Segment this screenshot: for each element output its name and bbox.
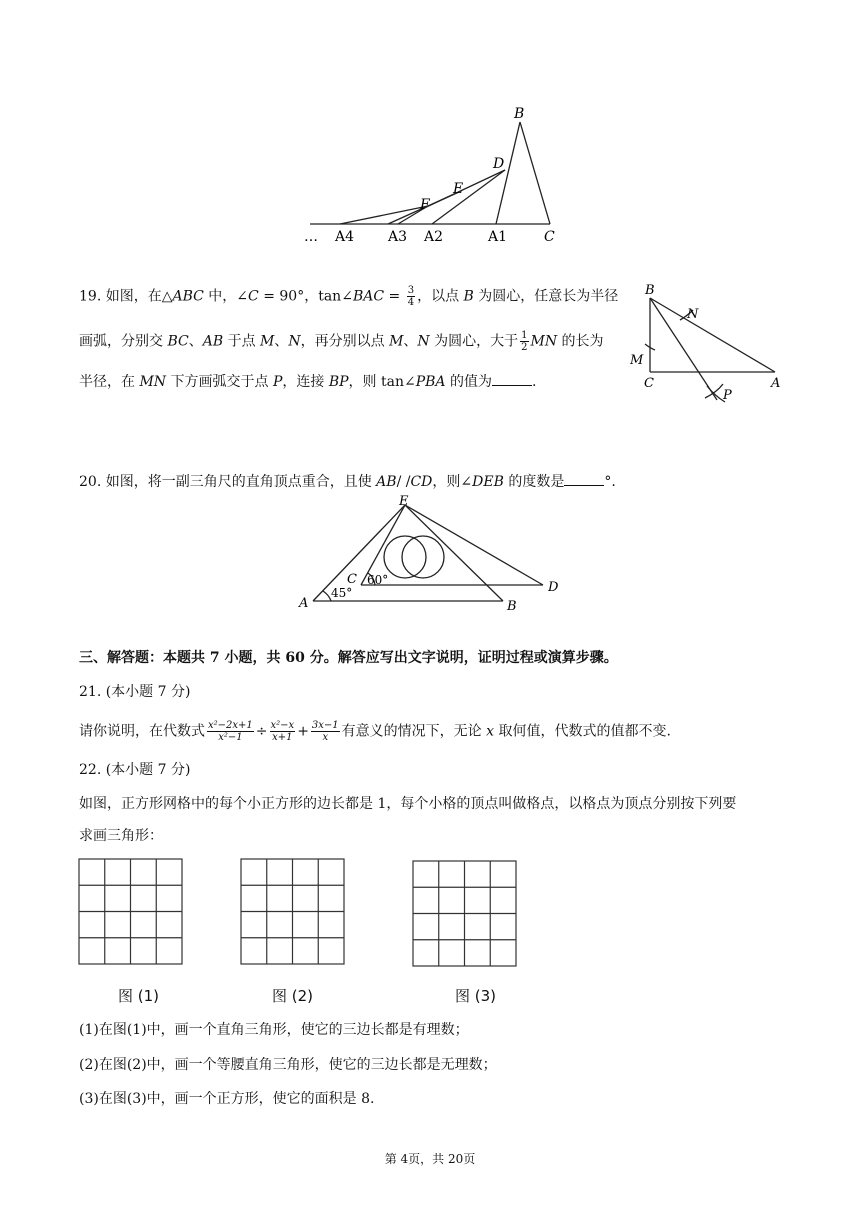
fraction-1-2: $\frac{1}{2}$: [521, 330, 528, 353]
label-M: M: [630, 353, 644, 368]
q22-item-2: (2)在图(2)中，画一个等腰直角三角形，使它的三边长都是无理数；: [79, 1057, 497, 1073]
label-A: A: [771, 376, 781, 391]
q19-line3: 半径，在 MN 下方画弧交于点 P，连接 BP，则 tan∠PBA 的值为 .: [79, 371, 536, 392]
q20-line: 20. 如图，将一副三角尺的直角顶点重合，且使 AB/ /CD，则∠DEB 的度数是 °.: [79, 471, 616, 492]
label-A2: A2: [424, 229, 444, 245]
q19-line1: 19. 如图，在△ABC 中，∠C = 90°，tan∠BAC = $\frac{3}{4}$ ，以点 B 为圆心，任意长为半径: [79, 285, 619, 308]
label-C: C: [644, 376, 654, 391]
label-P: P: [723, 388, 732, 403]
label-B: B: [507, 599, 517, 614]
fraction-3: $\frac{3x-1}{x}$: [311, 720, 339, 743]
label-A3: A3: [388, 229, 408, 245]
label-D: D: [493, 156, 505, 172]
fraction-3-4: $\frac{3}{4}$: [407, 285, 415, 308]
grid-3[interactable]: [412, 860, 518, 968]
label-A4: A4: [335, 229, 355, 245]
label-B: B: [645, 283, 655, 298]
grid-label-1: 图 (1): [118, 987, 160, 1005]
q22-item-3: (3)在图(3)中，画一个正方形，使它的面积是 8.: [79, 1091, 375, 1107]
q22-title: 22. (本小题 7 分): [79, 762, 191, 778]
label-60: 60°: [367, 573, 389, 587]
q21-title: 21. (本小题 7 分): [79, 684, 191, 700]
answer-blank-q19[interactable]: [492, 371, 532, 386]
label-D: D: [548, 580, 559, 595]
label-A: A: [299, 596, 309, 611]
label-45: 45°: [331, 586, 353, 600]
grid-label-2: 图 (2): [272, 987, 314, 1005]
grid-label-3: 图 (3): [455, 987, 497, 1005]
q21-body: 请你说明，在代数式 $\frac{\text{x²−2x+1}}{\text{x²−1}}$ ÷ $\frac{\text{x²−x}}{x+1}$ + $\frac{3x-1}{x}$ 有意义的情况下，无论 x 取何值，代数式的值都不变.: [79, 720, 671, 743]
q22-line2: 求画三角形：: [79, 828, 163, 844]
label-B: B: [514, 106, 525, 122]
label-A1: A1: [488, 229, 508, 245]
label-F: F: [420, 197, 430, 213]
figure-q18: [300, 100, 570, 250]
fraction-2: $\frac{\text{x²−x}}{x+1}$: [270, 720, 295, 743]
figure-q19: [625, 280, 795, 410]
fraction-1: $\frac{\text{x²−2x+1}}{\text{x²−1}}$: [208, 720, 253, 743]
label-dots: …: [304, 229, 318, 245]
page-footer: 第 4页，共 20页: [384, 1152, 476, 1166]
answer-blank-q20[interactable]: [564, 471, 604, 486]
q19-line2: 画弧，分别交 BC、AB 于点 M、N，再分别以点 M、N 为圆心，大于 $\frac{1}{2}$ MN 的长为: [79, 330, 604, 353]
figure-q20: [295, 495, 570, 615]
label-E: E: [453, 181, 464, 197]
label-N: N: [687, 307, 699, 322]
label-C: C: [347, 572, 357, 587]
section3-heading: 三、解答题：本题共 7 小题，共 60 分。解答应写出文字说明，证明过程或演算步骤。: [79, 650, 618, 666]
q22-line1: 如图，正方形网格中的每个小正方形的边长都是 1，每个小格的顶点叫做格点，以格点为顶点分别按下列要: [79, 796, 737, 812]
grid-1[interactable]: [78, 858, 184, 966]
label-E: E: [399, 495, 409, 509]
grid-2[interactable]: [240, 858, 346, 966]
label-C: C: [544, 229, 555, 245]
q22-item-1: (1)在图(1)中，画一个直角三角形，使它的三边长都是有理数；: [79, 1022, 469, 1038]
